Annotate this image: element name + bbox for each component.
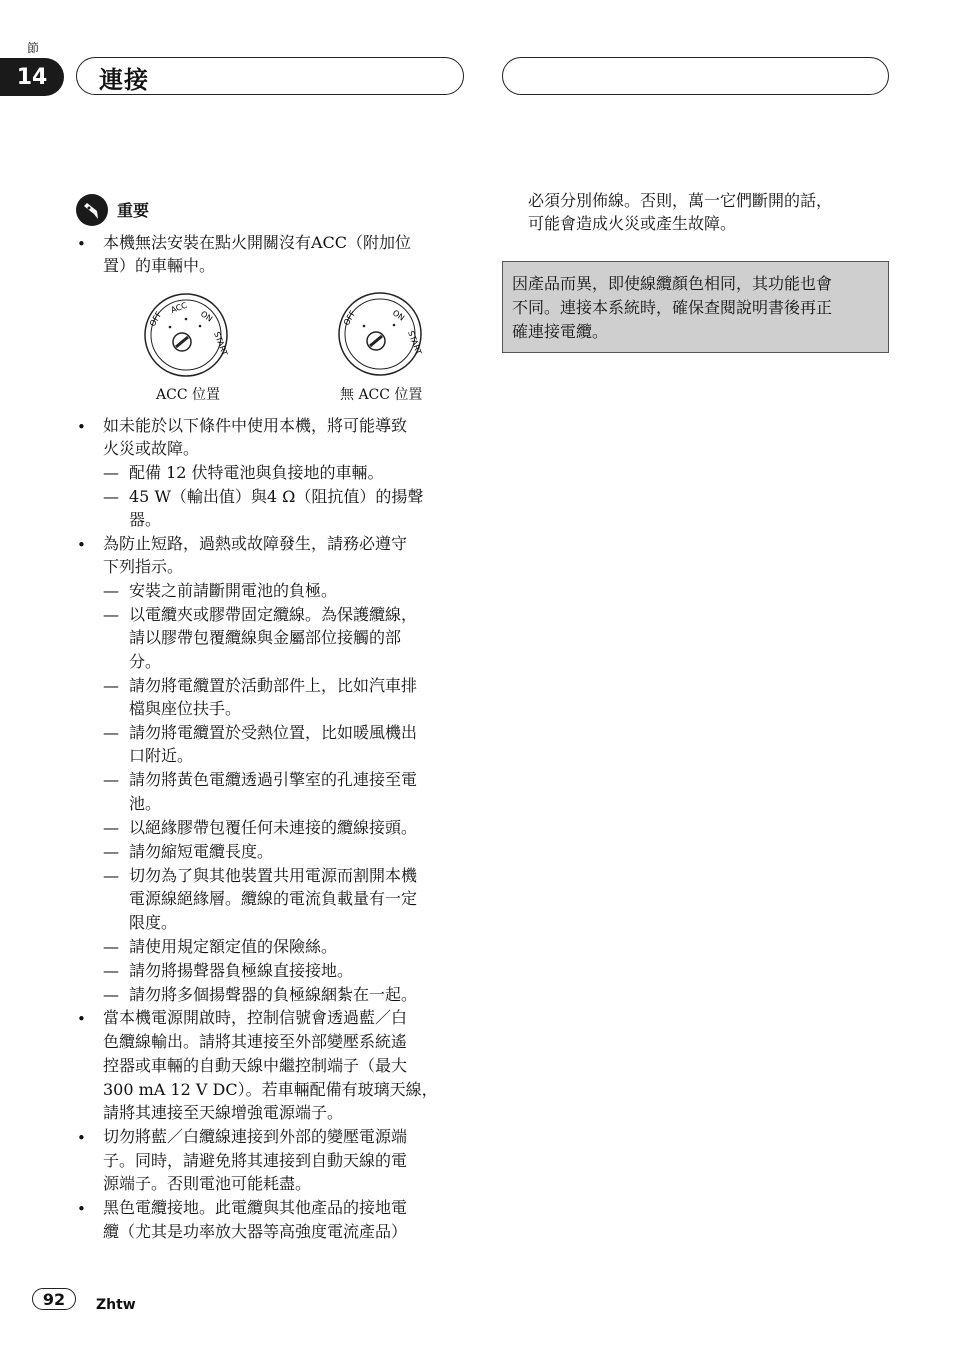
- note-line: 確連接電纜。: [512, 322, 609, 341]
- text-line: 源端子。否則電池可能耗盡。: [103, 1174, 312, 1193]
- text-line: 必須分別佈線。否則，萬一它們斷開的話，: [528, 191, 833, 210]
- text-line: 300 mA 12 V DC）。若車輛配備有玻璃天線，: [103, 1080, 438, 1099]
- text-line: 45 W（輸出值）與4 Ω（阻抗值）的揚聲: [129, 487, 424, 506]
- locale-code: Zhtw: [96, 1297, 136, 1313]
- text-line: 置）的車輛中。: [103, 256, 216, 275]
- text-line: 以電纜夾或膠帶固定纜線。為保護纜線，: [129, 605, 418, 624]
- text-line: 請勿將黃色電纜透過引擎室的孔連接至電: [129, 770, 418, 789]
- bullet-marker: •: [77, 1200, 86, 1218]
- switch-label-off: OFF: [341, 309, 358, 327]
- switch-label-on: ON: [198, 309, 215, 324]
- text-line: 請勿將多個揚聲器的負極線綑紮在一起。: [129, 985, 418, 1004]
- bullet-marker: •: [77, 1010, 86, 1028]
- dash-marker: —: [103, 937, 119, 956]
- text-line: 請勿將電纜置於受熱位置，比如暖風機出: [129, 723, 418, 742]
- switch-label-acc: ACC: [169, 300, 189, 315]
- text-line: 子。同時，請避免將其連接到自動天線的電: [103, 1151, 408, 1170]
- no-acc-position-caption: 無 ACC 位置: [340, 387, 423, 403]
- acc-position-caption: ACC 位置: [156, 387, 220, 403]
- text-line: 請將其連接至天線增強電源端子。: [103, 1103, 344, 1122]
- dash-marker: —: [103, 961, 119, 980]
- header-right-bar: [502, 57, 889, 95]
- text-line: 請以膠帶包覆纜線與金屬部位接觸的部: [129, 628, 402, 647]
- text-line: 以絕緣膠帶包覆任何未連接的纜線接頭。: [129, 818, 418, 837]
- important-pen-icon: [76, 194, 108, 226]
- section-label: 節: [27, 41, 40, 55]
- page-number: 92: [32, 1288, 76, 1310]
- text-line: 當本機電源開啟時，控制信號會透過藍／白: [103, 1008, 408, 1027]
- text-line: 黑色電纜接地。此電纜與其他產品的接地電: [103, 1198, 408, 1217]
- bullet-marker: •: [77, 1129, 86, 1147]
- switch-label-start: START: [212, 330, 230, 357]
- text-line: 池。: [129, 794, 162, 813]
- chapter-title: 連接: [99, 65, 149, 94]
- text-line: 安裝之前請斷開電池的負極。: [129, 581, 338, 600]
- text-line: 本機無法安裝在點火開關沒有ACC（附加位: [103, 233, 412, 252]
- text-line: 配備 12 伏特電池與負接地的車輛。: [129, 463, 384, 482]
- switch-label-on: ON: [390, 308, 407, 323]
- dash-marker: —: [103, 487, 119, 506]
- text-line: 可能會造成火災或產生故障。: [528, 214, 737, 233]
- text-line: 請勿將揚聲器負極線直接接地。: [129, 961, 354, 980]
- dash-marker: —: [103, 463, 119, 482]
- text-line: 口附近。: [129, 746, 194, 765]
- text-line: 切勿為了與其他裝置共用電源而割開本機: [129, 866, 418, 885]
- dash-marker: —: [103, 842, 119, 861]
- ignition-switch-no-acc-diagram: [336, 292, 424, 376]
- bullet-marker: •: [77, 418, 86, 436]
- text-line: 為防止短路，過熱或故障發生，請務必遵守: [103, 534, 408, 553]
- text-line: 色纜線輸出。請將其連接至外部變壓系統遙: [103, 1032, 408, 1051]
- text-line: 分。: [129, 652, 162, 671]
- important-label: 重要: [117, 201, 150, 220]
- dash-marker: —: [103, 770, 119, 789]
- text-line: 限度。: [129, 913, 178, 932]
- text-line: 如未能於以下條件中使用本機，將可能導致: [103, 416, 408, 435]
- bullet-marker: •: [77, 235, 86, 253]
- text-line: 火災或故障。: [103, 439, 200, 458]
- text-line: 請勿縮短電纜長度。: [129, 842, 274, 861]
- dash-marker: —: [103, 605, 119, 624]
- text-line: 控器或車輛的自動天線中繼控制端子（最大: [103, 1056, 408, 1075]
- dash-marker: —: [103, 818, 119, 837]
- dash-marker: —: [103, 723, 119, 742]
- dash-marker: —: [103, 581, 119, 600]
- note-line: 因產品而異，即使線纜顏色相同，其功能也會: [512, 274, 833, 293]
- text-line: 器。: [129, 510, 162, 529]
- text-line: 請勿將電纜置於活動部件上，比如汽車排: [129, 676, 418, 695]
- text-line: 切勿將藍／白纜線連接到外部的變壓電源端: [103, 1127, 408, 1146]
- text-line: 纜（尤其是功率放大器等高強度電流產品）: [103, 1222, 408, 1241]
- note-line: 不同。連接本系統時，確保查閱說明書後再正: [512, 298, 833, 317]
- dash-marker: —: [103, 676, 119, 695]
- switch-label-off: OFF: [147, 310, 164, 328]
- dash-marker: —: [103, 866, 119, 885]
- dash-marker: —: [103, 985, 119, 1004]
- switch-label-start: START: [406, 329, 424, 356]
- text-line: 電源線絕緣層。纜線的電流負載量有一定: [129, 889, 418, 908]
- text-line: 檔與座位扶手。: [129, 699, 242, 718]
- text-line: 請使用規定額定值的保險絲。: [129, 937, 338, 956]
- chapter-number-badge: 14: [0, 58, 64, 96]
- text-line: 下列指示。: [103, 557, 184, 576]
- chapter-title-bar: [76, 57, 464, 95]
- bullet-marker: •: [77, 536, 86, 554]
- ignition-switch-acc-diagram: [142, 293, 230, 377]
